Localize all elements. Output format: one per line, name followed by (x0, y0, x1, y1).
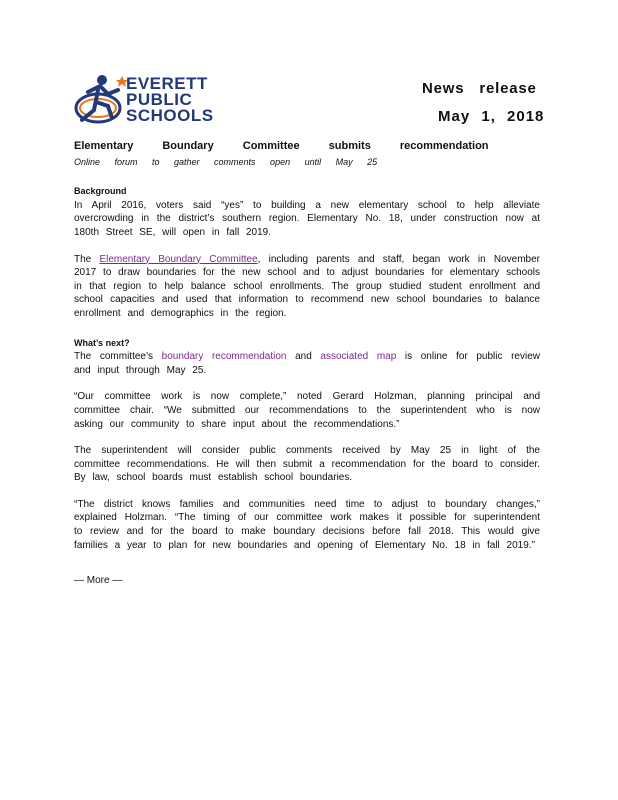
boundary-recommendation-link[interactable]: boundary recommendation (161, 351, 287, 363)
whats-next-paragraph-1 (74, 350, 540, 377)
article-body (74, 140, 540, 588)
logo-wordmark (126, 76, 214, 124)
whats-next-heading: What’s next? (74, 337, 130, 348)
subheadline: Online forum to gather comments open until May 25 (74, 156, 378, 167)
news-release-label: News release (422, 80, 537, 97)
text-span: , including parents and staff, began work in November 2017 to draw boundaries for the new school and to adjust boundaries for elementary schools in that region to help balance school enrollments. The group studied student enrollment and school capacities and used that information to recommend new school boundaries to balance enrollment and demographics in the region. (74, 253, 540, 319)
background-paragraph-2 (74, 253, 540, 321)
text-span: and (286, 351, 321, 363)
text-span: is online for public review and input through May 25. (74, 351, 540, 376)
headline: Elementary Boundary Committee submits recommendation (74, 140, 489, 152)
text-span: The (74, 253, 100, 265)
background-paragraph-1: In April 2016, voters said “yes” to building a new elementary school to help alleviate overcrowding in the district’s southern region. Elementary No. 18, under construction now at 180th Street SE, will open in fall 2019. (74, 199, 540, 238)
associated-map-link[interactable]: associated map (320, 351, 397, 363)
text-span: The committee’s (74, 351, 162, 363)
logo-line-2: PUBLIC (126, 90, 193, 109)
background-heading: Background (74, 186, 127, 197)
release-date: May 1, 2018 (438, 108, 545, 125)
timing-paragraph: “The district knows families and communities need time to adjust to boundary changes,” explained Holzman. “The timing of our committee work makes it possible for superintendent to review and for the board to make boundary decisions before fall 2018. This would give families a year to plan for new boundaries and opening of Elementary No. 18 in fall 2019.” (74, 498, 540, 551)
elementary-boundary-committee-link[interactable]: Elementary Boundary Committee (99, 253, 258, 265)
district-logo (74, 70, 214, 130)
more-indicator: — More — (74, 575, 123, 587)
quote-paragraph: “Our committee work is now complete,” noted Gerard Holzman, planning principal and committee chair. “We submitted our recommendations to the superintendent who is now asking our community to share input about the recommendations.” (74, 391, 540, 430)
runner-globe-icon (74, 70, 128, 130)
superintendent-paragraph: The superintendent will consider public comments received by May 25 in light of the committee recommendations. He will then submit a recommendation for the board to consider. By law, school boards must establish school boundaries. (74, 445, 540, 484)
logo-line-3: SCHOOLS (126, 106, 214, 125)
logo-line-1: EVERETT (126, 74, 208, 93)
